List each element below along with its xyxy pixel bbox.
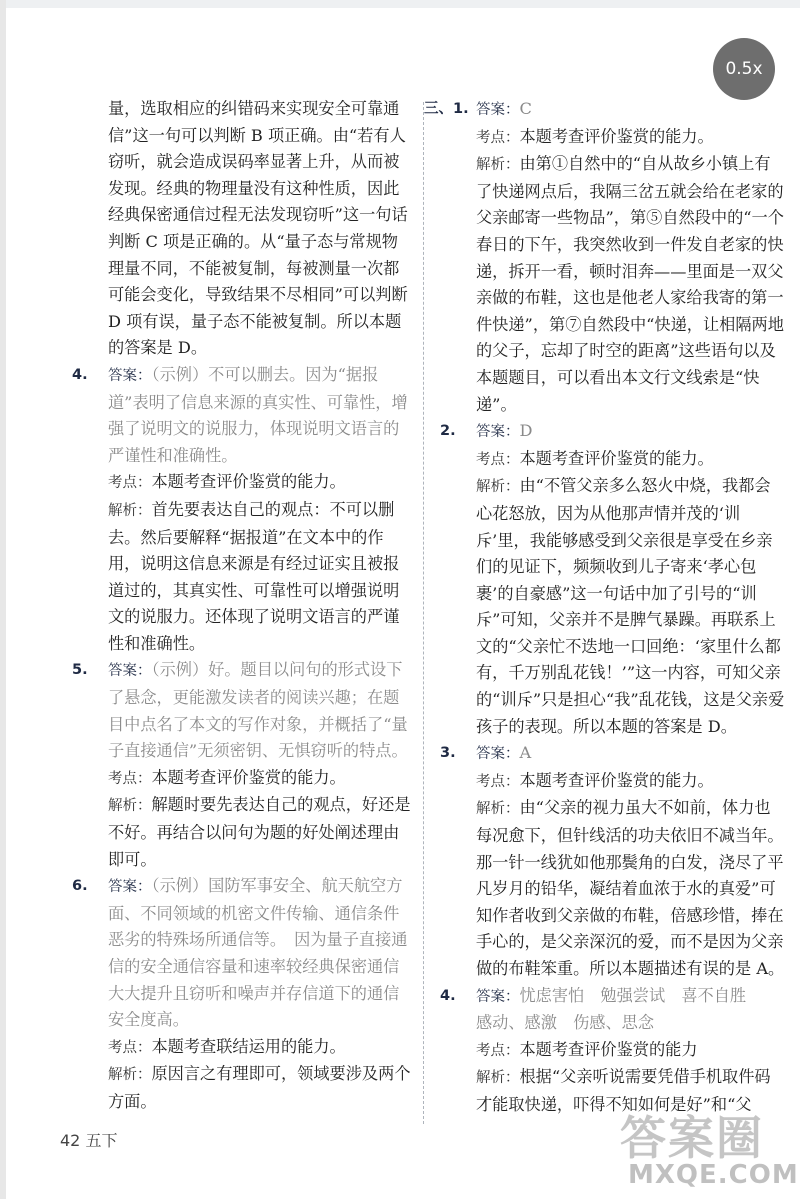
analysis: 解析：由第①自然中的“自从故乡小镇上有了快递网点后，我隔三岔五就会给在老家的父亲邮寄一些物品”，第⑤自然段中的“一个春日的下午，我突然收到一件发自老家的快递，拆开一看，顿时泪奔——里面是一双父亲做的布鞋，这也是他老人家给我寄的第一件快递”，第⑦自然段中“快递，让相隔两地的父子，忘却了时空的距离”这些语句以及本题题目，可以看出本文行文线索是“快递”。 [476, 154, 784, 414]
watermark-url-text: MXQE.COM [628, 1160, 799, 1190]
answer-line: 答案：C [476, 99, 532, 118]
top-bar [0, 0, 800, 8]
question-4 [72, 362, 412, 469]
analysis: 解析：原因言之有理即可，领域要涉及两个方面。 [108, 1064, 411, 1111]
analysis: 解析：根据“父亲听说需要凭借手机取件码才能取快递，吓得不知如何是好”和“父 [476, 1067, 771, 1114]
analysis: 解析：解题时要先表达自己的观点，好还是不好。再结合以问句为题的好处阐述理由即可。 [108, 795, 411, 869]
question-5 [72, 657, 412, 764]
exam-point: 考点：本题考查联结运用的能力。 [108, 1036, 346, 1056]
question-2 [440, 418, 786, 446]
analysis: 解析：首先要表达自己的观点：不可以删去。然后要解释“据报道”在文本中的作用，说明这信息来源是有经过证实且被报道过的，其真实性、可靠性可以增强说明文的说服力。还体现了说明文语言的严谨性和准确性。 [108, 499, 400, 653]
watermark-logo [620, 1100, 799, 1195]
answer-line: 答案：忧虑害怕 勉强尝试 喜不自胜 感动、感激 伤感、思念 [476, 985, 747, 1033]
column-divider [423, 102, 424, 1124]
question-number: 6. [72, 878, 88, 895]
question-4-right [440, 983, 786, 1037]
question-6 [72, 873, 412, 1034]
question-number: 2. [440, 423, 456, 440]
analysis: 解析：由“不管父亲多么怒火中烧，我都会心花怒放，因为从他那声情并茂的‘训斥’里，我能够感受到父亲很是享受在乡亲们的见证下，频频收到儿子寄来‘孝心包裹’的自豪感”这一句话中加了引号的“训斥”可知，父亲并不是脾气暴躁。再联系上文的“父亲忙不迭地一口回绝：‘家里什么都有，千万别乱花钱！’”这一内容，可知父亲的“训斥”只是担心“我”乱花钱，这是父亲爱孩子的表现。所以本题的答案是 D。 [476, 476, 785, 736]
exam-point: 考点：本题考查评价鉴赏的能力。 [476, 770, 714, 790]
left-edge [0, 0, 6, 1199]
grade-label: 五下 [85, 1131, 118, 1150]
page-number: 42 [60, 1131, 81, 1150]
analysis: 解析：由“父亲的视力虽大不如前，体力也每况愈下，但针线活的功夫依旧不减当年。那一针一线犹如他那鬓角的白发，浇尽了平凡岁月的铅华，凝结着血浓于水的真爱”可知作者收到父亲做的布鞋，倍感珍惜，捧在手心的，是父亲深沉的爱，而不是因为父亲做的布鞋笨重。所以本题描述有误的是 A。 [476, 798, 785, 978]
question-number: 4. [72, 366, 88, 383]
answer-line: 答案：A [476, 743, 532, 763]
answer-line: 答案：（示例）不可以删去。因为“据报道”表明了信息来源的真实性、可靠性，增强了说明文的说服力，体现说明文语言的严谨性和准确性。 [108, 364, 408, 465]
answer-line: 答案：（示例）国防军事安全、航天航空方面、不同领域的机密文件传输、通信条件恶劣的特殊场所通信等。 因为量子直接通信的安全通信容量和速率较经典保密通信大大提升且窃听和噪声并存信道下的通信安全度高。 [108, 876, 408, 1030]
zoom-level-badge[interactable]: 0.5x [713, 38, 775, 100]
right-column [424, 96, 786, 1119]
exam-point: 考点：本题考查评价鉴赏的能力。 [108, 472, 346, 492]
answer-line: 答案：D [476, 421, 533, 441]
watermark-logo-text: 答案圈 [620, 1111, 764, 1165]
question-1 [424, 96, 786, 124]
page-footer [60, 1128, 117, 1151]
left-intro-paragraph: 量，选取相应的纠错码来实现安全可靠通信”这一句可以判断 B 项正确。由“若有人窃听，就会造成误码率显著上升，从而被发现。经典的物理量没有这种性质，因此经典保密通信过程无法发现窃听”这一句话判断 C 项是正确的。从“量子态与常规物理量不同，不能被复制，每被测量一次都可能会变化，导致结果不尽相同”可以判断 D 项有误，量子态不能被复制。所以本题的答案是 D。 [108, 99, 408, 358]
question-number: 5. [72, 662, 88, 679]
answer-line: 答案：（示例）好。题目以问句的形式设下了悬念，更能激发读者的阅读兴趣；在题目中点名了本文的写作对象，并概括了“量子直接通信”无须密钥、无惧窃听的特点。 [108, 660, 408, 761]
left-column [72, 96, 412, 1116]
exam-point: 考点：本题考查评价鉴赏的能力。 [476, 126, 714, 146]
question-3 [440, 740, 786, 768]
question-number: 三、1. [424, 101, 469, 117]
question-number: 4. [440, 987, 456, 1004]
exam-point: 考点：本题考查评价鉴赏的能力。 [108, 767, 346, 787]
exam-point: 考点：本题考查评价鉴赏的能力。 [476, 448, 714, 468]
question-number: 3. [440, 745, 456, 762]
exam-point: 考点：本题考查评价鉴赏的能力 [476, 1039, 698, 1059]
